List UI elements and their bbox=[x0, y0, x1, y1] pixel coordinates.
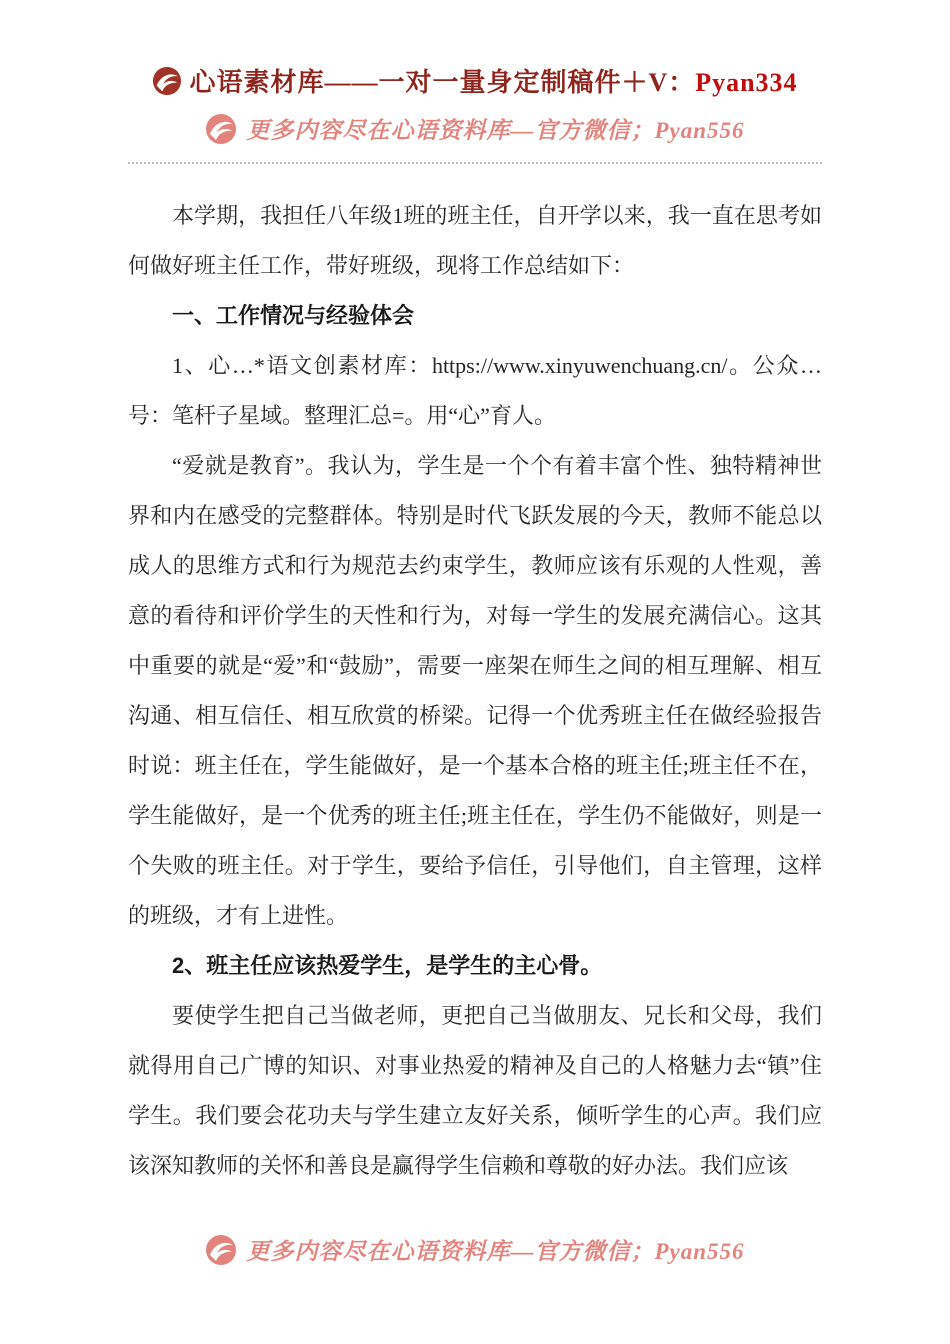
footer-text: 更多内容尽在心语资料库—官方微信；Pyan556 bbox=[246, 1239, 745, 1264]
document-header bbox=[128, 62, 822, 164]
paragraph-love-is-education: “爱就是教育”。我认为，学生是一个个有着丰富个性、独特精神世界和内在感受的完整群体。特别是时代飞跃发展的今天，教师不能总以成人的思维方式和行为规范去约束学生，教师应该有乐观的人性观，善意的看待和评价学生的天性和行为，对每一学生的发展充满信心。这其中重要的就是“爱”和“鼓励”，需要一座架在师生之间的相互理解、相互沟通、相互信任、相互欣赏的桥梁。记得一个优秀班主任在做经验报告时说：班主任在，学生能做好，是一个基本合格的班主任;班主任不在，学生能做好，是一个优秀的班主任;班主任在，学生仍不能做好，则是一个失败的班主任。对于学生，要给予信任，引导他们，自主管理，这样的班级，才有上进性。 bbox=[128, 453, 822, 928]
swirl-bird-logo-icon bbox=[205, 1234, 237, 1266]
swirl-bird-logo-icon bbox=[205, 113, 237, 145]
paragraph-intro: 本学期，我担任八年级1班的班主任，自开学以来，我一直在思考如何做好班主任工作，带好班级，现将工作总结如下： bbox=[128, 203, 822, 278]
brand-banner-primary bbox=[128, 62, 822, 99]
document-body bbox=[128, 164, 822, 1191]
document-footer bbox=[0, 1233, 950, 1266]
heading-section-1: 一、工作情况与经验体会 bbox=[172, 303, 415, 328]
brand-slogan-text bbox=[189, 62, 797, 99]
brand-banner-secondary bbox=[128, 112, 822, 145]
brand-wechat-id: Pyan334 bbox=[695, 68, 798, 97]
brand-slogan-prefix: 心语素材库——一对一量身定制稿件＋V： bbox=[189, 68, 696, 97]
brand-secondary-text: 更多内容尽在心语资料库—官方微信；Pyan556 bbox=[246, 118, 745, 143]
swirl-bird-logo-icon bbox=[152, 66, 182, 96]
heading-section-2: 2、班主任应该热爱学生，是学生的主心骨。 bbox=[172, 953, 603, 978]
paragraph-source-note: 1、心…*语文创素材库：https://www.xinyuwenchuang.cn/。公众…号：笔杆子星域。整理汇总=。用“心”育人。 bbox=[128, 353, 822, 428]
paragraph-care-for-students: 要使学生把自己当做老师，更把自己当做朋友、兄长和父母，我们就得用自己广博的知识、对事业热爱的精神及自己的人格魅力去“镇”住学生。我们要会花功夫与学生建立友好关系，倾听学生的心声。我们应该深知教师的关怀和善良是赢得学生信赖和尊敬的好办法。我们应该 bbox=[128, 1003, 822, 1178]
